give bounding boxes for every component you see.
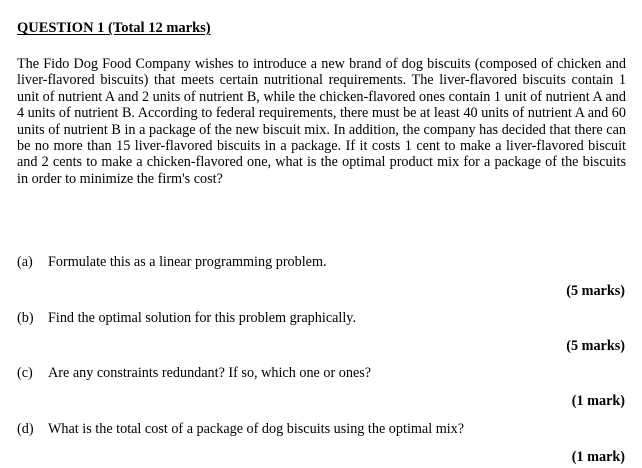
part-c bbox=[17, 365, 371, 381]
part-a bbox=[17, 254, 327, 270]
part-b bbox=[17, 310, 356, 326]
part-c-marks: (1 mark) bbox=[571, 393, 625, 409]
part-b-marks: (5 marks) bbox=[566, 338, 625, 354]
part-d-text: What is the total cost of a package of dog biscuits using the optimal mix? bbox=[48, 421, 465, 437]
part-b-label: (b) bbox=[17, 310, 34, 326]
question-heading: QUESTION 1 (Total 12 marks) bbox=[17, 20, 211, 36]
part-c-text: Are any constraints redundant? If so, which one or ones? bbox=[48, 365, 372, 381]
part-a-label: (a) bbox=[17, 254, 33, 270]
problem-statement: The Fido Dog Food Company wishes to introduce a new brand of dog biscuits (composed of chicken and liver-flavored biscuits) that meets certain nutritional requirements. The liver-flavored biscuits contain 1 unit of nutrient A and 2 units of nutrient B, while the chicken-flavored ones contain 1 unit of nutrient A and 4 units of nutrient B. According to federal requirements, there must be at least 40 units of nutrient A and 60 units of nutrient B in a package of the new biscuit mix. In addition, the company has decided that there can be no more than 15 liver-flavored biscuits in a package. If it costs 1 cent to make a liver-flavored biscuit and 2 cents to make a chicken-flavored one, what is the optimal product mix for a package of the biscuits in order to minimize the firm's cost? bbox=[17, 56, 626, 187]
part-d-marks: (1 mark) bbox=[571, 449, 625, 465]
part-d-label: (d) bbox=[17, 421, 34, 437]
part-a-text: Formulate this as a linear programming problem. bbox=[48, 254, 327, 270]
part-b-text: Find the optimal solution for this problem graphically. bbox=[48, 310, 357, 326]
part-d bbox=[17, 421, 464, 437]
part-a-marks: (5 marks) bbox=[566, 283, 625, 299]
part-c-label: (c) bbox=[17, 365, 33, 381]
